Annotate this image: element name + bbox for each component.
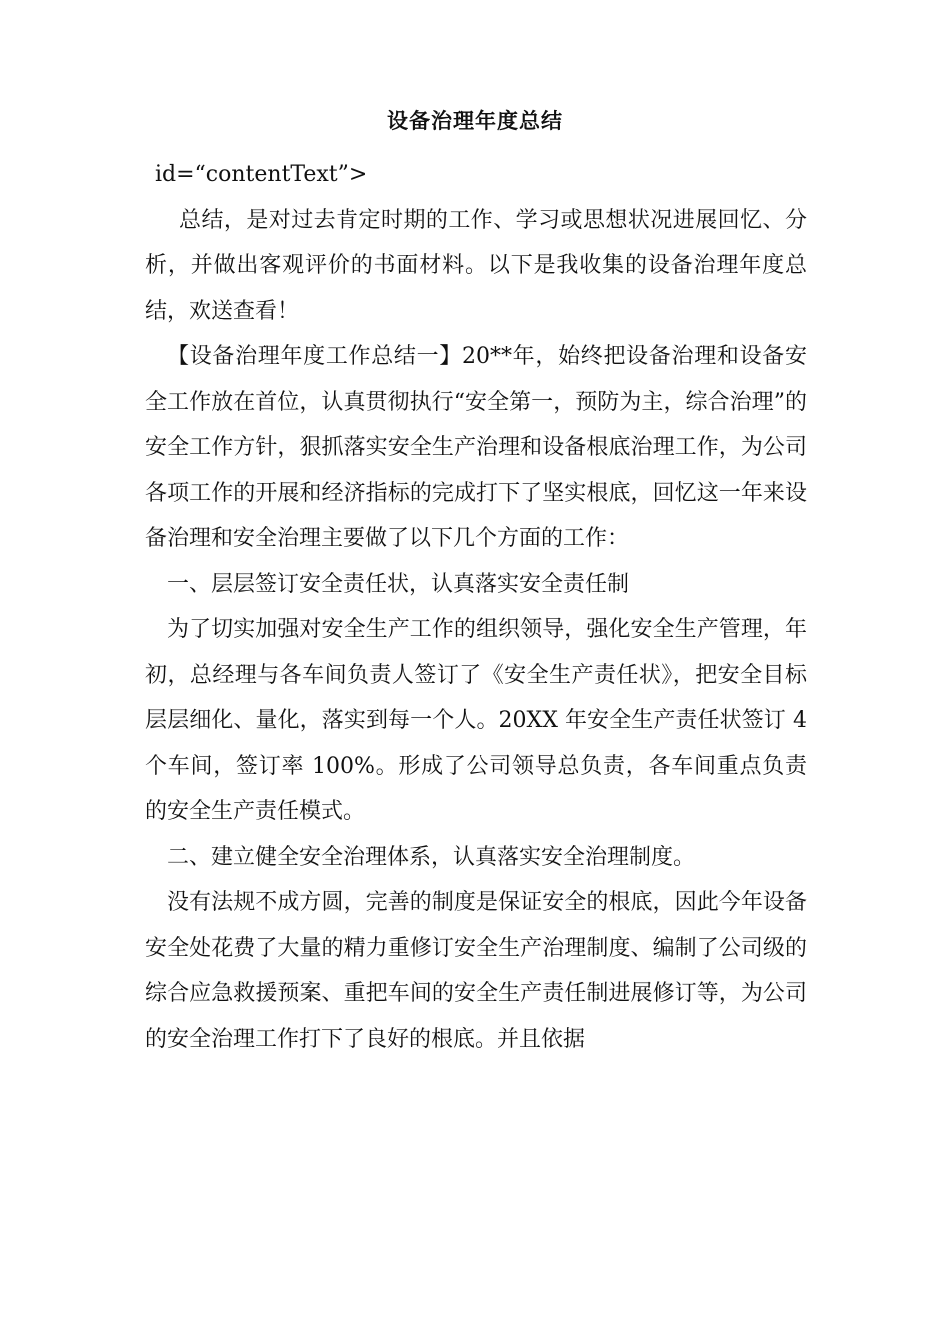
document-title: 设备治理年度总结	[387, 108, 563, 133]
paragraph-system: 没有法规不成方圆，完善的制度是保证安全的根底，因此今年设备安全处花费了大量的精力重修订安全生产治理制度、编制了公司级的综合应急救援预案、重把车间的安全生产责任制进展修订等，为公司的安全治理工作打下了良好的根底。并且依据	[145, 890, 807, 1052]
section-heading-one: 一、层层签订安全责任状，认真落实安全责任制	[167, 571, 630, 597]
paragraph-summary-one: 【设备治理年度工作总结一】20**年，始终把设备治理和设备安全工作放在首位，认真贯彻执行“安全第一，预防为主，综合治理”的安全工作方针，狠抓落实安全生产治理和设备根底治理工作，为公司各项工作的开展和经济指标的完成打下了坚实根底，回忆这一年来设备治理和安全治理主要做了以下几个方面的工作：	[145, 344, 807, 551]
paragraph-intro: 总结，是对过去肯定时期的工作、学习或思想状况进展回忆、分析，并做出客观评价的书面材料。以下是我收集的设备治理年度总结，欢送查看！	[145, 207, 807, 324]
paragraph-responsibility: 为了切实加强对安全生产工作的组织领导，强化安全生产管理，年初，总经理与各车间负责人签订了《安全生产责任状》，把安全目标层层细化、量化，落实到每一个人。20XX 年安全生产责任状签订 4 个车间，签订率 100%。形成了公司领导总负责，各车间重点负责的安全生产责任模式。	[145, 617, 807, 824]
content-tag-line: id=“contentText”>	[155, 162, 368, 187]
document-body	[145, 152, 807, 1062]
section-heading-two: 二、建立健全安全治理体系，认真落实安全治理制度。	[167, 844, 696, 870]
